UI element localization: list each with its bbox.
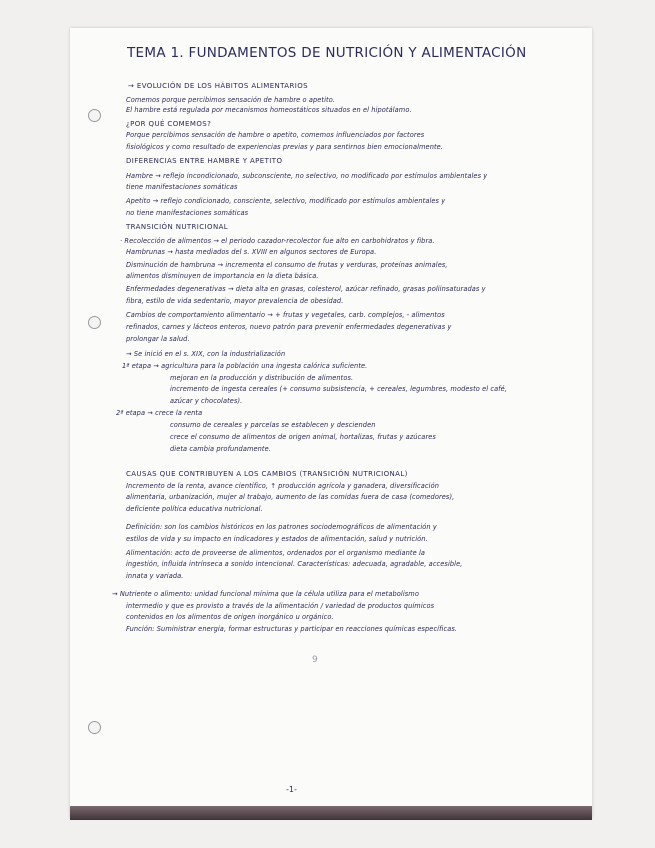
note-line: Definición: son los cambios históricos en los patrones sociodemográficos de alimentación y xyxy=(126,523,437,531)
note-line: ingestión, influida intrínseca a sonido intencional. Características: adecuada, agradable, accesible, xyxy=(126,560,463,568)
note-line: estilos de vida y su impacto en indicadores y estados de alimentación, salud y nutrición. xyxy=(126,535,428,543)
note-line: crece el consumo de alimentos de origen animal, hortalizas, frutas y azúcares xyxy=(170,433,436,441)
note-line: deficiente política educativa nutricional. xyxy=(126,505,263,513)
note-line: intermedio y que es provisto a través de la alimentación / variedad de productos químicos xyxy=(126,602,435,610)
note-line: consumo de cereales y parcelas se establecen y descienden xyxy=(170,421,376,429)
note-line: Porque percibimos sensación de hambre o apetito, comemos influenciados por factores xyxy=(126,131,425,139)
note-line: Disminución de hambruna → incrementa el consumo de frutas y verduras, proteínas animales, xyxy=(126,261,448,269)
note-line: 1ª etapa → agricultura para la población una ingesta calórica suficiente. xyxy=(122,362,368,370)
page-mark: 9 xyxy=(312,655,318,665)
note-line: Apetito → reflejo condicionado, consciente, selectivo, modificado por estímulos ambientales y xyxy=(126,197,446,205)
note-line: azúcar y chocolates). xyxy=(170,397,243,405)
note-line: Cambios de comportamiento alimentario → + frutas y vegetales, carb. complejos, - alimentos xyxy=(126,311,445,319)
note-line: · Recolección de alimentos → el periodo cazador-recolector fue alto en carbohidratos y fibra. xyxy=(120,237,435,245)
note-line: contenidos en los alimentos de origen inorgánico u orgánico. xyxy=(126,613,334,621)
punch-hole-middle xyxy=(88,316,101,329)
note-line: ¿POR QUÉ COMEMOS? xyxy=(126,120,212,128)
note-line: refinados, carnes y lácteos enteros, nuevo patrón para prevenir enfermedades degenerativas y xyxy=(126,323,452,331)
note-line: → Se inició en el s. XIX, con la industrialización xyxy=(126,350,286,358)
note-line: Hambre → reflejo incondicionado, subconsciente, no selectivo, no modificado por estímulos ambientales y xyxy=(126,172,488,180)
note-line: → EVOLUCIÓN DE LOS HÁBITOS ALIMENTARIOS xyxy=(128,82,308,90)
note-line: fibra, estilo de vida sedentario, mayor prevalencia de obesidad. xyxy=(126,297,344,305)
note-line: El hambre está regulada por mecanismos homeostáticos situados en el hipotálamo. xyxy=(126,106,412,114)
note-line: Función: Suministrar energía, formar estructuras y participar en reacciones químicas específicas. xyxy=(126,625,458,633)
note-line: dieta cambia profundamente. xyxy=(170,445,271,453)
note-line: no tiene manifestaciones somáticas xyxy=(126,209,249,217)
note-line: 2ª etapa → crece la renta xyxy=(116,409,203,417)
note-line: Alimentación: acto de proveerse de alimentos, ordenados por el organismo mediante la xyxy=(126,549,426,557)
note-line: → Nutriente o alimento: unidad funcional mínima que la célula utiliza para el metabolismo xyxy=(112,590,419,598)
punch-hole-top xyxy=(88,109,101,122)
note-line: fisiológicos y como resultado de experiencias previas y para sentirnos bien emocionalmente. xyxy=(126,143,444,151)
page-bottom-edge xyxy=(70,806,592,820)
page-number: -1- xyxy=(286,785,297,794)
note-line: alimentos disminuyen de importancia en la dieta básica. xyxy=(126,272,319,280)
note-line: tiene manifestaciones somáticas xyxy=(126,183,238,191)
note-line: Incremento de la renta, avance científico, ↑ producción agrícola y ganadera, diversificación xyxy=(126,482,439,490)
note-line: innata y variada. xyxy=(126,572,184,580)
note-line: TRANSICIÓN NUTRICIONAL xyxy=(126,223,229,231)
note-line: mejoran en la producción y distribución de alimentos. xyxy=(170,374,354,382)
note-line: incremento de ingesta cereales (+ consumo subsistencia, + cereales, legumbres, modesto el café, xyxy=(170,385,508,393)
note-line: prolongar la salud. xyxy=(126,335,190,343)
note-line: Comemos porque percibimos sensación de hambre o apetito. xyxy=(126,96,336,104)
note-line: Enfermedades degenerativas → dieta alta en grasas, colesterol, azúcar refinado, grasas poliinsaturadas y xyxy=(126,285,486,293)
note-line: CAUSAS QUE CONTRIBUYEN A LOS CAMBIOS (TRANSICIÓN NUTRICIONAL) xyxy=(126,470,408,478)
note-line: DIFERENCIAS ENTRE HAMBRE Y APETITO xyxy=(126,157,283,165)
note-line: Hambrunas → hasta mediados del s. XVIII en algunos sectores de Europa. xyxy=(126,248,377,256)
note-line: alimentaria, urbanización, mujer al trabajo, aumento de las comidas fuera de casa (comedores), xyxy=(126,493,455,501)
page-title: TEMA 1. FUNDAMENTOS DE NUTRICIÓN Y ALIMENTACIÓN xyxy=(127,45,527,61)
punch-hole-bottom xyxy=(88,721,101,734)
